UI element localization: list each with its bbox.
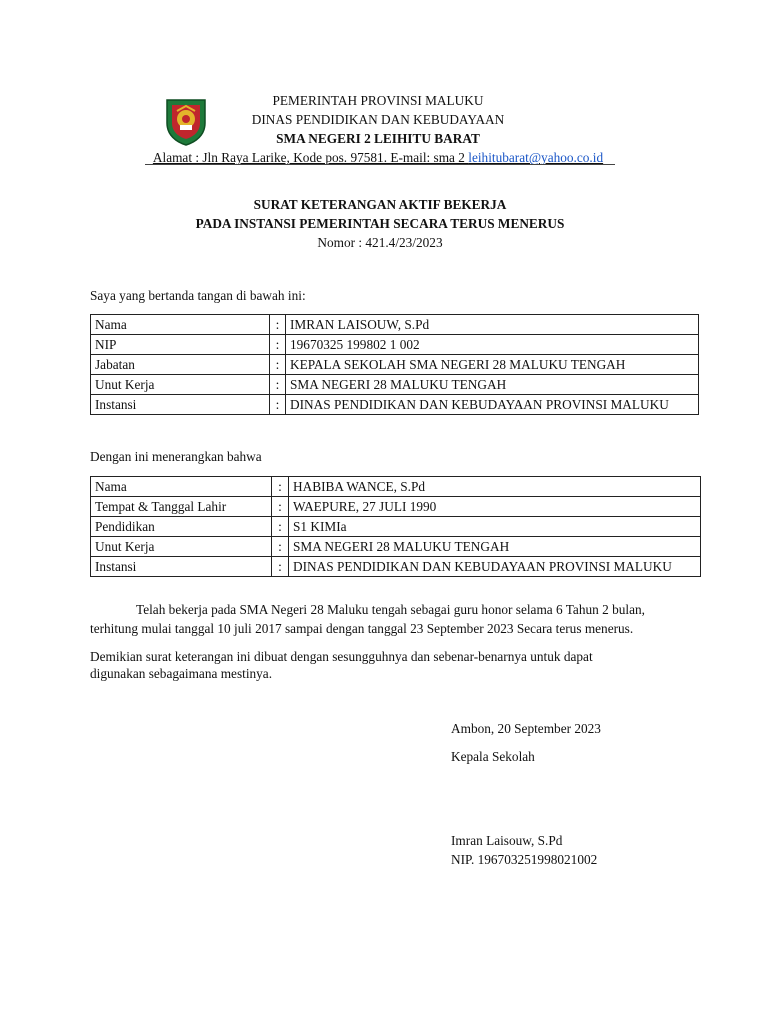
table-row xyxy=(91,477,701,497)
row-separator: : xyxy=(272,517,289,537)
table-row xyxy=(91,537,701,557)
row-separator: : xyxy=(272,537,289,557)
letterhead-address xyxy=(140,148,616,168)
table-row xyxy=(91,375,699,395)
row-value: 19670325 199802 1 002 xyxy=(286,335,699,355)
row-value: WAEPURE, 27 JULI 1990 xyxy=(289,497,701,517)
document-title-line1: SURAT KETERANGAN AKTIF BEKERJA xyxy=(253,197,507,212)
row-label: Pendidikan xyxy=(91,517,272,537)
row-value: SMA NEGERI 28 MALUKU TENGAH xyxy=(289,537,701,557)
signer-table xyxy=(90,314,699,415)
row-value: KEPALA SEKOLAH SMA NEGERI 28 MALUKU TENGAH xyxy=(286,355,699,375)
body-paragraph-1-line2: terhitung mulai tanggal 10 juli 2017 sampai dengan tanggal 23 September 2023 Secara terus menerus. xyxy=(90,621,634,636)
row-separator: : xyxy=(270,355,286,375)
row-separator: : xyxy=(270,395,286,415)
body-paragraph-1-line1: Telah bekerja pada SMA Negeri 28 Maluku tengah sebagai guru honor selama 6 Tahun 2 bulan, xyxy=(136,602,645,617)
letterhead-divider xyxy=(145,164,615,165)
row-label: Jabatan xyxy=(91,355,270,375)
subject-table xyxy=(90,476,701,577)
row-label: NIP xyxy=(91,335,270,355)
row-label: Unut Kerja xyxy=(91,375,270,395)
table-row xyxy=(91,497,701,517)
row-label: Unut Kerja xyxy=(91,537,272,557)
row-separator: : xyxy=(272,497,289,517)
row-separator: : xyxy=(272,557,289,577)
letterhead-line1: PEMERINTAH PROVINSI MALUKU xyxy=(272,93,484,108)
row-separator: : xyxy=(270,335,286,355)
row-separator: : xyxy=(272,477,289,497)
table-row xyxy=(91,557,701,577)
row-value: S1 KIMIa xyxy=(289,517,701,537)
document-number: Nomor : 421.4/23/2023 xyxy=(317,235,443,250)
signature-position: Kepala Sekolah xyxy=(451,749,535,764)
row-value: SMA NEGERI 28 MALUKU TENGAH xyxy=(286,375,699,395)
row-label: Tempat & Tanggal Lahir xyxy=(91,497,272,517)
intro-text: Saya yang bertanda tangan di bawah ini: xyxy=(90,288,306,303)
row-value: IMRAN LAISOUW, S.Pd xyxy=(286,315,699,335)
signature-place-date: Ambon, 20 September 2023 xyxy=(451,721,601,736)
row-label: Instansi xyxy=(91,557,272,577)
row-label: Instansi xyxy=(91,395,270,415)
table-row xyxy=(91,315,699,335)
table-row xyxy=(91,517,701,537)
row-separator: : xyxy=(270,375,286,395)
email-link[interactable]: leihitubarat@yahoo.co.id xyxy=(468,150,604,165)
document-title-line2: PADA INSTANSI PEMERINTAH SECARA TERUS MENERUS xyxy=(195,216,565,231)
body-paragraph-2-line1: Demikian surat keterangan ini dibuat dengan sesungguhnya dan sebenar-benarnya untuk dapat xyxy=(90,649,593,664)
row-label: Nama xyxy=(91,315,270,335)
row-value: DINAS PENDIDIKAN DAN KEBUDAYAAN PROVINSI MALUKU xyxy=(289,557,701,577)
body-paragraph-2-line2: digunakan sebagaimana mestinya. xyxy=(90,666,273,681)
row-value: HABIBA WANCE, S.Pd xyxy=(289,477,701,497)
row-separator: : xyxy=(270,315,286,335)
declaration-text: Dengan ini menerangkan bahwa xyxy=(90,449,262,464)
address-text: Alamat : Jln Raya Larike, Kode pos. 97581. E-mail: sma 2 xyxy=(152,150,469,165)
table-row xyxy=(91,395,699,415)
signature-name: Imran Laisouw, S.Pd xyxy=(451,833,563,848)
signature-nip: NIP. 196703251998021002 xyxy=(451,852,598,867)
row-value: DINAS PENDIDIKAN DAN KEBUDAYAAN PROVINSI MALUKU xyxy=(286,395,699,415)
table-row xyxy=(91,335,699,355)
row-label: Nama xyxy=(91,477,272,497)
school-name: SMA NEGERI 2 LEIHITU BARAT xyxy=(276,131,480,146)
table-row xyxy=(91,355,699,375)
letterhead-line2: DINAS PENDIDIKAN DAN KEBUDAYAAN xyxy=(251,112,505,127)
